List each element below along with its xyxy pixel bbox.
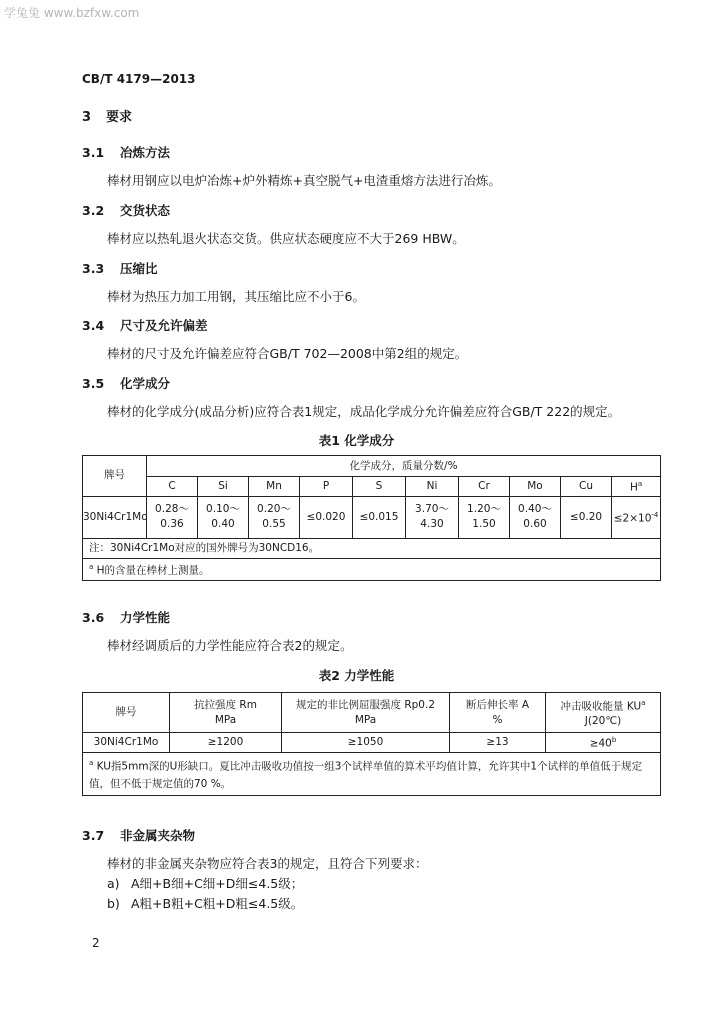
column-header: 冲击吸收能量 $KU^a$ J(20℃) — [546, 693, 661, 733]
column-header: 规定的非比例屈服强度 Rp0.2 MPa — [282, 693, 450, 733]
list-item: a) A细+B细+C细+D细≤4.5级； — [107, 876, 304, 891]
table-row — [83, 496, 661, 538]
section-3-5-text: 棒材的化学成分(成品分析)应符合表1规定，成品化学成分允许偏差应符合GB/T 222的规定。 — [107, 404, 621, 419]
section-3-1-heading: 3.1 冶炼方法 — [82, 145, 171, 160]
value-cell: ≥1200 — [170, 733, 282, 753]
section-3-2-heading: 3.2 交货状态 — [82, 203, 171, 218]
table-1-title: 表1 化学成分 — [318, 433, 395, 448]
table-2-footnote: $^a$ KU指5mm深的U形缺口。夏比冲击吸收功值按一组3个试样单值的算术平均值计算，允许其中1个试样的单值低于规定值，但不低于规定值的70 %。 — [83, 753, 661, 796]
section-3-3-heading: 3.3 压缩比 — [82, 261, 158, 276]
list-item: b) A粗+B粗+C粗+D粗≤4.5级。 — [107, 896, 304, 911]
table-1-chemical-composition — [82, 455, 661, 581]
section-3-heading: 3 要求 — [82, 110, 133, 125]
section-3-4-heading: 3.4 尺寸及允许偏差 — [82, 318, 208, 333]
element-header: S — [353, 477, 406, 497]
element-header: Cu — [561, 477, 612, 497]
element-header: Mn — [249, 477, 300, 497]
element-header: Si — [198, 477, 249, 497]
table-1-note: 注：30Ni4Cr1Mo对应的国外牌号为30NCD16。 — [83, 538, 661, 558]
section-3-3-text: 棒材为热压力加工用钢，其压缩比应不小于6。 — [107, 289, 365, 304]
grade-cell: 30Ni4Cr1Mo — [83, 733, 170, 753]
section-3-6-heading: 3.6 力学性能 — [82, 610, 171, 625]
watermark: 学兔兔 www.bzfxw.com — [4, 6, 140, 20]
page-number: 2 — [92, 936, 100, 950]
value-cell: ≥1050 — [282, 733, 450, 753]
element-header: C — [147, 477, 198, 497]
value-cell: $\ge 40^b$ — [546, 733, 661, 753]
table-1-grade-header: 牌号 — [83, 456, 147, 497]
value-cell: 0.20～ 0.55 — [249, 496, 300, 538]
section-3-4-text: 棒材的尺寸及允许偏差应符合GB/T 702—2008中第2组的规定。 — [107, 346, 468, 361]
section-3-6-text: 棒材经调质后的力学性能应符合表2的规定。 — [107, 638, 353, 653]
table-2-title: 表2 力学性能 — [318, 668, 395, 683]
element-header: Mo — [510, 477, 561, 497]
column-header: 抗拉强度 Rm MPa — [170, 693, 282, 733]
value-cell: 3.70～ 4.30 — [406, 496, 459, 538]
value-cell: ≥13 — [450, 733, 546, 753]
section-3-5-heading: 3.5 化学成分 — [82, 376, 171, 391]
element-header: P — [300, 477, 353, 497]
value-cell: 0.28～ 0.36 — [147, 496, 198, 538]
value-cell: $\le 2\times 10^{-4}$ — [612, 496, 661, 538]
element-header-h: $H^a$ — [612, 477, 661, 497]
section-3-1-text: 棒材用钢应以电炉冶炼+炉外精炼+真空脱气+电渣重熔方法进行冶炼。 — [107, 173, 501, 188]
table-row — [83, 733, 661, 753]
value-cell: 0.40～ 0.60 — [510, 496, 561, 538]
standard-number: CB/T 4179—2013 — [82, 72, 196, 86]
value-cell: 0.10～ 0.40 — [198, 496, 249, 538]
table-1-group-header: 化学成分，质量分数/% — [147, 456, 661, 477]
column-header: 断后伸长率 A % — [450, 693, 546, 733]
element-header: Ni — [406, 477, 459, 497]
table-2-grade-header: 牌号 — [83, 693, 170, 733]
table-1-footnote: $^a$ H的含量在棒材上测量。 — [83, 558, 661, 580]
grade-cell: 30Ni4Cr1Mo — [83, 496, 147, 538]
value-cell: ≤0.020 — [300, 496, 353, 538]
section-3-7-heading: 3.7 非金属夹杂物 — [82, 828, 196, 843]
value-cell: ≤0.20 — [561, 496, 612, 538]
section-3-7-text: 棒材的非金属夹杂物应符合表3的规定，且符合下列要求： — [107, 856, 428, 871]
section-3-2-text: 棒材应以热轧退火状态交货。供应状态硬度应不大于269 HBW。 — [107, 231, 465, 246]
value-cell: ≤0.015 — [353, 496, 406, 538]
table-2-mechanical-properties — [82, 692, 661, 796]
element-header: Cr — [459, 477, 510, 497]
value-cell: 1.20～ 1.50 — [459, 496, 510, 538]
